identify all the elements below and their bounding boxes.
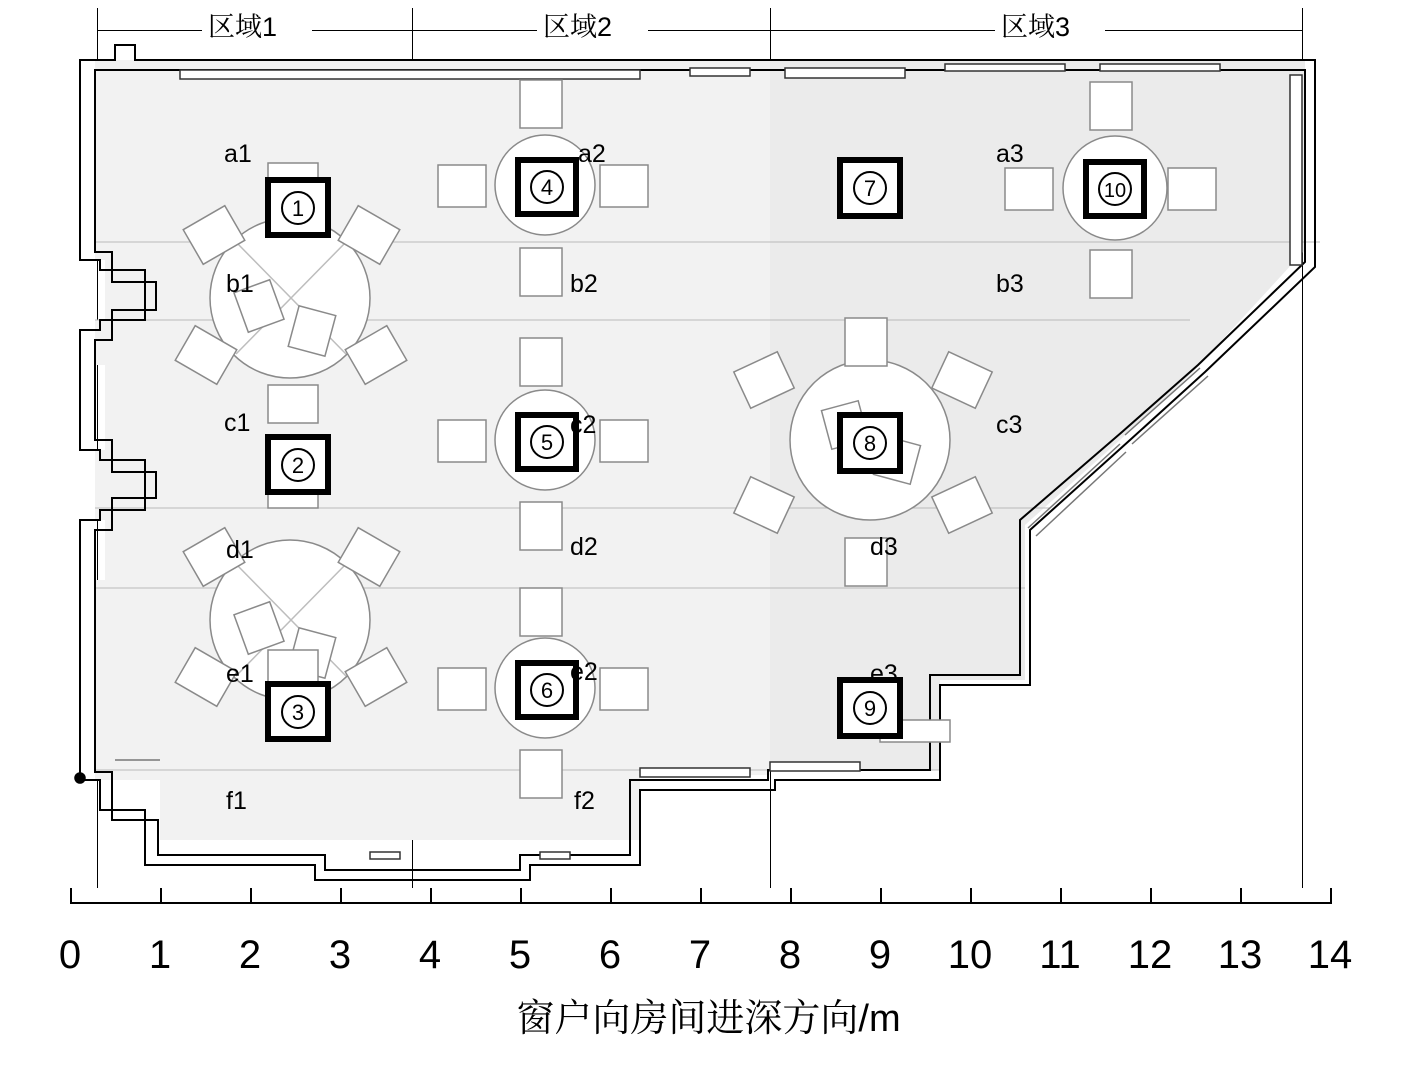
point-label-f2: f2	[574, 787, 595, 815]
zone1-label: 区域1	[208, 12, 278, 42]
axis-tick-label-0: 0	[58, 933, 82, 977]
axis-tick-label-11: 11	[1039, 933, 1081, 977]
axis-tick-8	[790, 888, 792, 902]
window-top-1	[180, 70, 640, 79]
axis-tick-label-4: 4	[418, 933, 442, 977]
axis-tick-label-8: 8	[778, 933, 802, 977]
window-bottom-1	[640, 768, 750, 777]
axis-tick-label-9: 9	[868, 933, 892, 977]
axis-tick-5	[520, 888, 522, 902]
window-right	[1290, 75, 1302, 265]
svg-text:9: 9	[863, 696, 877, 721]
axis-tick-10	[970, 888, 972, 902]
window-bottom-4	[540, 852, 570, 859]
axis-tick-2	[250, 888, 252, 902]
point-label-e1: e1	[226, 660, 254, 688]
axis-tick-3	[340, 888, 342, 902]
axis-tick-labels	[58, 933, 1353, 985]
axis-tick-6	[610, 888, 612, 902]
point-label-f1: f1	[226, 787, 247, 815]
point-label-e2: e2	[570, 658, 598, 686]
axis-tick-12	[1150, 888, 1152, 902]
point-label-a1: a1	[224, 140, 252, 168]
window-top-4	[945, 64, 1065, 71]
point-label-c3: c3	[996, 411, 1023, 439]
marker-10	[1086, 162, 1144, 216]
axis-tick-14	[1330, 888, 1332, 902]
axis-title: 窗户向房间进深方向/m	[516, 998, 901, 1040]
entry-dot	[75, 773, 85, 783]
svg-text:7: 7	[863, 176, 877, 201]
axis-tick-7	[700, 888, 702, 902]
point-label-c1: c1	[224, 409, 251, 437]
point-label-a3: a3	[996, 140, 1024, 168]
point-label-e3: e3	[870, 660, 898, 688]
window-bottom-2	[770, 762, 860, 771]
marker-9	[840, 680, 900, 736]
svg-text:2: 2	[291, 453, 305, 478]
svg-text:6: 6	[540, 678, 554, 703]
svg-text:3: 3	[291, 700, 305, 725]
marker-4	[518, 160, 576, 214]
svg-text:10: 10	[1103, 180, 1127, 202]
axis-tick-9	[880, 888, 882, 902]
window-top-5	[1100, 64, 1220, 71]
svg-text:5: 5	[540, 430, 554, 455]
point-label-b3: b3	[996, 270, 1024, 298]
axis-tick-0	[70, 888, 72, 902]
axis-tick-label-10: 10	[947, 933, 993, 977]
point-label-c2: c2	[570, 411, 597, 439]
marker-7	[840, 160, 900, 216]
zone3-label: 区域3	[1001, 12, 1071, 42]
point-label-d2: d2	[570, 533, 598, 561]
point-label-a2: a2	[578, 140, 606, 168]
axis-tick-label-12: 12	[1127, 933, 1173, 977]
svg-text:8: 8	[863, 431, 877, 456]
axis-tick-13	[1240, 888, 1242, 902]
axis-tick-label-7: 7	[688, 933, 712, 977]
chair-c1	[268, 385, 318, 423]
axis-tick-label-6: 6	[598, 933, 622, 977]
window-top-2	[690, 68, 750, 76]
window-top-3	[785, 68, 905, 78]
marker-5	[518, 415, 576, 469]
axis-tick-label-14: 14	[1307, 933, 1353, 977]
room-fill-zone12	[95, 60, 770, 840]
marker-6	[518, 663, 576, 717]
point-label-b2: b2	[570, 270, 598, 298]
axis-tick-label-3: 3	[328, 933, 352, 977]
axis-ticks	[70, 888, 1332, 902]
axis-tick-label-1: 1	[148, 933, 172, 977]
marker-2	[268, 437, 328, 492]
point-label-d1: d1	[226, 536, 254, 564]
marker-1	[268, 180, 328, 235]
marker-8	[840, 415, 900, 471]
window-bottom-3	[370, 852, 400, 859]
zone2-label: 区域2	[543, 12, 613, 42]
axis-tick-11	[1060, 888, 1062, 902]
axis-tick-label-2: 2	[238, 933, 262, 977]
marker-3	[268, 684, 328, 739]
svg-text:4: 4	[540, 175, 554, 200]
point-label-d3: d3	[870, 533, 898, 561]
svg-text:1: 1	[291, 196, 305, 221]
axis-tick-label-5: 5	[508, 933, 532, 977]
axis-tick-4	[430, 888, 432, 902]
axis-tick-1	[160, 888, 162, 902]
axis-tick-label-13: 13	[1217, 933, 1263, 977]
point-label-b1: b1	[226, 270, 254, 298]
axis-line	[70, 902, 1332, 904]
